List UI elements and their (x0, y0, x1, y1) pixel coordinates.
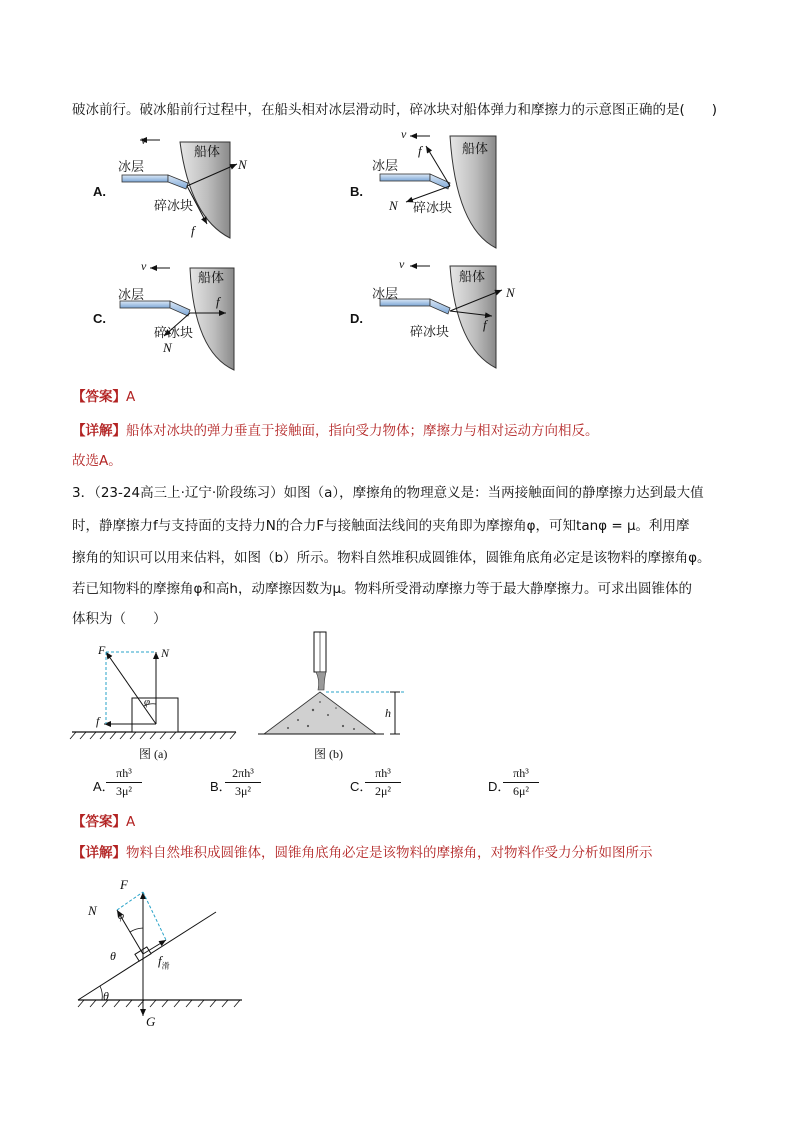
label-ice-c: 冰层 (118, 288, 145, 303)
ice-block (168, 175, 188, 189)
detail-1: 【详解】船体对冰块的弹力垂直于接触面，指向受力物体；摩擦力与相对运动方向相反。 (72, 423, 599, 439)
label-block-c: 碎冰块 (154, 326, 194, 341)
fig-a-F: F (98, 643, 106, 657)
q3-line1: 3．（23-24高三上·辽宁·阶段练习）如图（a），摩擦角的物理意义是：当两接触面间的静摩擦力达到最大值 (72, 485, 704, 501)
ship-diagram-a (110, 128, 270, 238)
fig-a-N: N (161, 646, 170, 660)
fig-b-h: h (385, 706, 391, 720)
label-ice-d: 冰层 (372, 287, 399, 302)
q3-line3: 擦角的知识可以用来估料，如图（b）所示。物料自然堆积成圆锥体，圆锥角底角必定是该物料的摩擦角φ。 (72, 550, 711, 566)
question-intro: 破冰前行。破冰船前行过程中，在船头相对冰层滑动时，碎冰块对船体弹力和摩擦力的示意图正确的是( ) (72, 102, 718, 118)
q3-line4: 若已知物料的摩擦角φ和高h，动摩擦因数为μ。物料所受滑动摩擦力等于最大静摩擦力。可求出圆锥体的 (72, 581, 693, 597)
answer-2: 【答案】A (72, 814, 136, 830)
q3-line5: 体积为（ ） (72, 611, 167, 627)
conclusion-1: 故选A。 (72, 453, 122, 469)
label-n-b: N (389, 198, 398, 213)
figure-b (258, 630, 418, 740)
choice-a-letter: A． (93, 779, 115, 794)
answer-1: 【答案】A (72, 389, 136, 405)
label-ship-d: 船体 (459, 270, 486, 285)
label-f-a: f (191, 223, 195, 238)
label-v-b: v (401, 127, 407, 141)
option-b-label: B. (350, 184, 363, 199)
label-ship-c: 船体 (198, 271, 225, 286)
label-f-c: f (216, 294, 220, 309)
choice-b-fraction: $\frac{\text{2πh³}}{\text{3μ²}}$ (225, 766, 261, 799)
material-pile (264, 692, 376, 734)
fig-c-phi: φ (118, 910, 125, 922)
fig-c-F: F (120, 877, 128, 892)
falling-material (316, 672, 326, 690)
ship-diagram-b (370, 128, 530, 248)
label-ship-a: 船体 (194, 145, 221, 160)
choice-b-letter: B． (210, 779, 232, 794)
choice-d-fraction: $\frac{\text{πh³}}{\text{6μ²}}$ (503, 766, 539, 799)
choice-d-letter: D． (488, 779, 511, 794)
q3-line2: 时，静摩擦力f与支持面的支持力N的合力F与接触面法线间的夹角即为摩擦角φ，可知tanφ = μ。利用摩 (72, 518, 690, 534)
label-block-a: 碎冰块 (154, 199, 194, 214)
label-n-d: N (506, 285, 515, 300)
block (132, 698, 178, 732)
fig-c-N: N (88, 903, 97, 918)
option-a-label: A. (93, 184, 106, 199)
fig-a-f: f (96, 714, 100, 728)
label-f-b: f (418, 143, 422, 158)
figure-c (72, 876, 252, 1026)
option-c-label: C. (93, 311, 106, 326)
label-f-d: f (483, 317, 487, 332)
choice-c-fraction: $\frac{\text{πh³}}{\text{2μ²}}$ (365, 766, 401, 799)
label-v-c: v (141, 259, 147, 273)
choice-c-letter: C． (350, 779, 373, 794)
fig-c-theta-lower: θ (103, 989, 109, 1003)
label-v-a: v (141, 133, 147, 147)
label-ice-b: 冰层 (372, 159, 399, 174)
label-block-b: 碎冰块 (413, 201, 453, 216)
ship-diagram-d (370, 258, 530, 368)
fig-c-theta-upper: θ (110, 949, 116, 963)
fig-a-phi: φ (144, 696, 151, 708)
label-n-a: N (238, 157, 247, 172)
label-ship-b: 船体 (462, 142, 489, 157)
ice-layer (122, 175, 168, 182)
choice-a-fraction: $\frac{\text{πh³}}{\text{3μ²}}$ (106, 766, 142, 799)
fig-a-caption: 图 (a) (139, 747, 168, 761)
fig-c-f-slide: $f_滑$ (158, 953, 170, 971)
detail-2: 【详解】物料自然堆积成圆锥体，圆锥角底角必定是该物料的摩擦角，对物料作受力分析如图所示 (72, 845, 653, 861)
option-d-label: D. (350, 311, 363, 326)
fig-c-G: G (146, 1014, 156, 1029)
label-ice-a: 冰层 (118, 160, 145, 175)
label-v-d: v (399, 257, 405, 271)
label-n-c: N (163, 340, 172, 355)
diagram-option-a (0, 0, 1, 1)
fig-b-caption: 图 (b) (314, 747, 343, 761)
label-block-d: 碎冰块 (410, 325, 450, 340)
ship-diagram-c (110, 262, 270, 372)
